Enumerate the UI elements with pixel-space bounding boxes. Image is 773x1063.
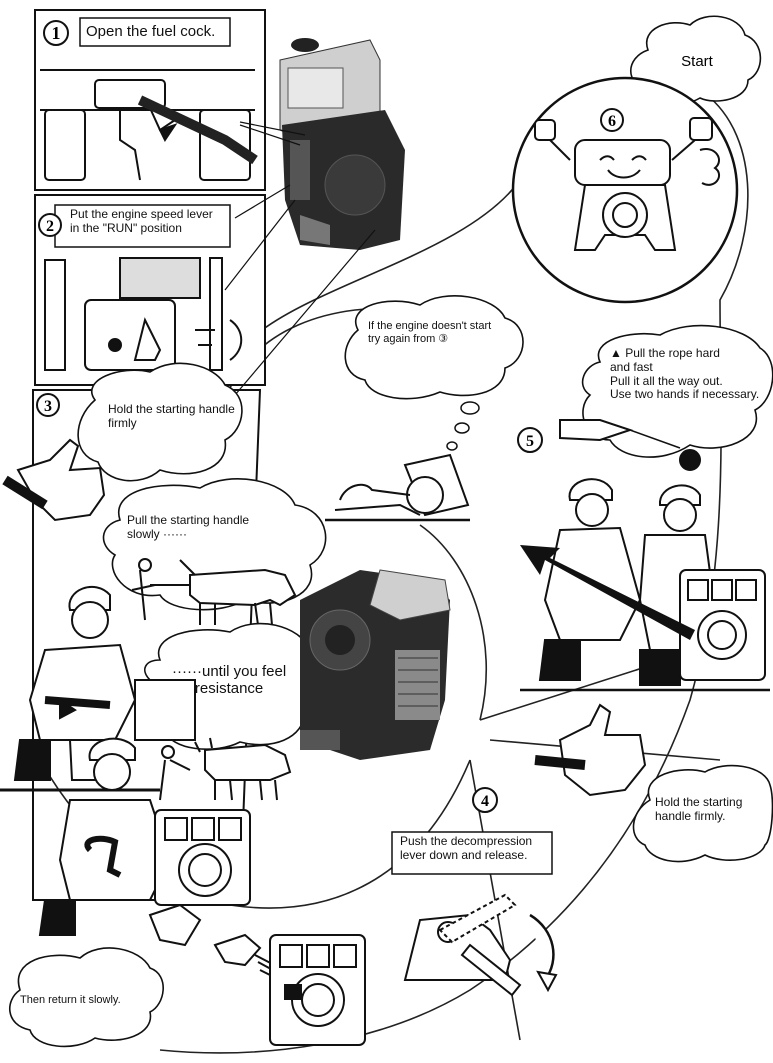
retry-thought-bubble bbox=[345, 296, 523, 399]
pull-slowly-label: Pull the starting handle slowly ······ bbox=[127, 513, 250, 541]
returning-hand-illustration bbox=[150, 905, 365, 1045]
step-3-number: 3 bbox=[44, 398, 52, 415]
step-6-label: Start bbox=[681, 53, 713, 70]
step-5-number: 5 bbox=[526, 433, 534, 450]
step-6-panel bbox=[513, 16, 760, 302]
step-2-label: Put the engine speed lever in the "RUN" position bbox=[70, 207, 213, 235]
step-1-number: 1 bbox=[51, 23, 61, 43]
until-resistance-label: ······until you feel resistance bbox=[172, 663, 287, 698]
return-slowly-label: Then return it slowly. bbox=[20, 994, 121, 1006]
step-6-number: 6 bbox=[608, 113, 616, 130]
step-2-number: 2 bbox=[46, 218, 54, 235]
engine-photo-center bbox=[300, 570, 450, 760]
retry-label: If the engine doesn't start try again from ③ bbox=[368, 320, 492, 345]
hold-firmly-label: Hold the starting handle firmly. bbox=[655, 795, 743, 823]
step-1-label: Open the fuel cock. bbox=[86, 23, 216, 40]
step-4-number: 4 bbox=[481, 793, 489, 810]
decompression-lever-illustration bbox=[405, 895, 556, 995]
thought-dots bbox=[447, 402, 479, 450]
resting-engine-character bbox=[325, 455, 470, 520]
step-3-label: Hold the starting handle firmly bbox=[108, 402, 235, 430]
step-5-label: ▲ Pull the rope hard and fast Pull it all the way out. Use two hands if necessary. bbox=[610, 346, 760, 402]
hold-firmly-hand-icon bbox=[535, 705, 645, 795]
step-4-label: Push the decompression lever down and release. bbox=[400, 834, 533, 862]
workers-pulling-rope bbox=[520, 479, 770, 690]
step-4-panel bbox=[392, 788, 556, 995]
